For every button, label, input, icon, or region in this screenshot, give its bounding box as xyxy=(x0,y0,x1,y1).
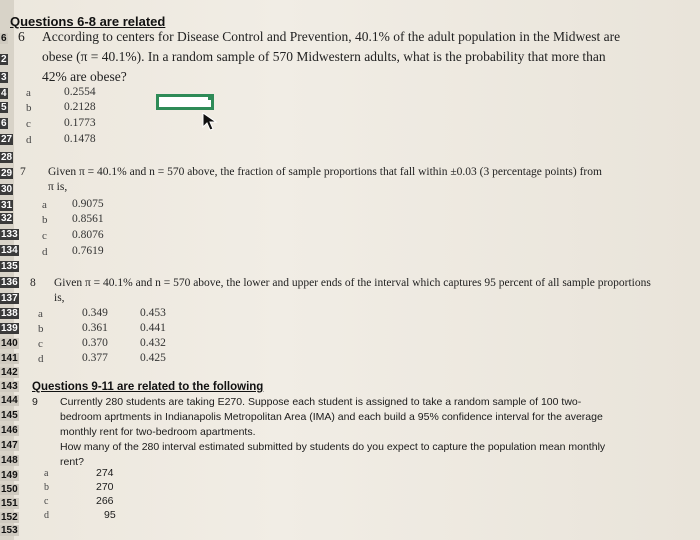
option-letter: a xyxy=(26,87,31,99)
option-letter: b xyxy=(44,482,49,493)
row-number[interactable]: 145 xyxy=(1,410,18,421)
q6-number: 6 xyxy=(18,29,25,44)
row-number[interactable]: 144 xyxy=(1,395,18,406)
option-letter: a xyxy=(38,308,43,320)
row-number[interactable]: 152 xyxy=(1,512,18,523)
q6-option-b: 0.2128 xyxy=(64,101,96,113)
section1-heading: Questions 6-8 are related xyxy=(10,14,166,29)
row-number[interactable]: 148 xyxy=(1,455,18,466)
q9-question: How many of the 280 interval estimated submitted by students do you expect to capture the population mean monthly rent? xyxy=(60,441,606,468)
q7-option-d: 0.7619 xyxy=(72,245,104,257)
option-letter: b xyxy=(42,214,48,226)
q7-option-c: 0.8076 xyxy=(72,229,104,241)
option-letter: c xyxy=(26,118,31,130)
option-letter: c xyxy=(44,496,49,507)
row-number[interactable]: 146 xyxy=(1,425,18,436)
option-letter: d xyxy=(42,246,48,258)
q9-option-c: 266 xyxy=(96,495,114,507)
option-letter: d xyxy=(44,510,49,521)
row-number[interactable]: 150 xyxy=(1,484,18,495)
row-number[interactable]: 143 xyxy=(1,381,18,392)
option-letter: b xyxy=(26,102,32,114)
q6-text: According to centers for Disease Control and Prevention, 40.1% of the adult population in the Midwest are obese (π = 40.1%). In a random sample of 570 Midwestern adults, what is the probability that more than 42% are obese? xyxy=(42,29,621,84)
q8-option-d-upper: 0.425 xyxy=(140,352,166,364)
row-number[interactable]: 32 xyxy=(1,213,13,224)
option-letter: c xyxy=(38,338,43,350)
row-number[interactable]: 133 xyxy=(1,229,18,240)
row-number[interactable]: 28 xyxy=(1,152,13,163)
q6-option-a: 0.2554 xyxy=(64,86,96,98)
option-letter: a xyxy=(44,468,49,479)
row-number[interactable]: 137 xyxy=(1,293,18,304)
row-number[interactable]: 153 xyxy=(1,525,18,536)
q6-option-c: 0.1773 xyxy=(64,117,96,129)
q8-option-c-upper: 0.432 xyxy=(140,337,166,349)
q8-option-b-lower: 0.361 xyxy=(82,322,108,334)
q8-option-a-lower: 0.349 xyxy=(82,307,108,319)
row-number[interactable]: 5 xyxy=(1,102,7,113)
row-number[interactable]: 151 xyxy=(1,498,18,509)
row-number[interactable]: 6 xyxy=(1,118,7,129)
q7-text: Given π = 40.1% and n = 570 above, the fraction of sample proportions that fall within ±0.03 (3 percentage points) from π is, xyxy=(48,166,602,193)
q6-option-d: 0.1478 xyxy=(64,133,96,145)
row-number[interactable]: 3 xyxy=(1,72,7,83)
option-letter: b xyxy=(38,323,44,335)
row-number[interactable]: 142 xyxy=(1,367,18,378)
q8-text: Given π = 40.1% and n = 570 above, the lower and upper ends of the interval which captures 95 percent of all sample proportions is, xyxy=(54,277,651,304)
row-number[interactable]: 149 xyxy=(1,470,18,481)
row-number[interactable]: 140 xyxy=(1,338,18,349)
option-letter: d xyxy=(38,353,44,365)
row-number[interactable]: 135 xyxy=(1,261,18,272)
q7-number: 7 xyxy=(20,166,26,178)
q8-option-c-lower: 0.370 xyxy=(82,337,108,349)
q9-option-d: 95 xyxy=(104,509,116,521)
row-number[interactable]: 30 xyxy=(1,184,13,195)
row-number[interactable]: 4 xyxy=(1,88,7,99)
row-number[interactable]: 6 xyxy=(1,33,7,44)
row-number[interactable]: 134 xyxy=(1,245,18,256)
row-number[interactable]: 141 xyxy=(1,353,18,364)
selected-cell[interactable] xyxy=(156,94,214,110)
q8-number: 8 xyxy=(30,277,36,289)
section2-heading: Questions 9-11 are related to the following xyxy=(32,381,264,393)
q9-option-a: 274 xyxy=(96,467,114,479)
q7-option-a: 0.9075 xyxy=(72,198,104,210)
row-number[interactable]: 2 xyxy=(1,54,7,65)
q9-number: 9 xyxy=(32,396,38,408)
row-number[interactable]: 147 xyxy=(1,440,18,451)
q7-option-b: 0.8561 xyxy=(72,213,104,225)
option-letter: c xyxy=(42,230,47,242)
row-number[interactable]: 139 xyxy=(1,323,18,334)
q8-option-d-lower: 0.377 xyxy=(82,352,108,364)
mouse-cursor-icon xyxy=(202,112,220,132)
option-letter: d xyxy=(26,134,32,146)
q9-option-b: 270 xyxy=(96,481,114,493)
q8-option-b-upper: 0.441 xyxy=(140,322,166,334)
q9-intro: Currently 280 students are taking E270. Suppose each student is assigned to take a random sample of 100 two-bedroom aprtments in Indianapolis Metropolitan Area (IMA) and each build a 95% confidence interval for the average monthly rent for two-bedroom apartments. xyxy=(60,396,603,438)
q8-option-a-upper: 0.453 xyxy=(140,307,166,319)
row-number[interactable]: 138 xyxy=(1,308,18,319)
row-number[interactable]: 136 xyxy=(1,277,18,288)
row-number[interactable]: 31 xyxy=(1,200,13,211)
row-number[interactable]: 29 xyxy=(1,168,13,179)
row-number[interactable]: 27 xyxy=(1,134,13,145)
option-letter: a xyxy=(42,199,47,211)
